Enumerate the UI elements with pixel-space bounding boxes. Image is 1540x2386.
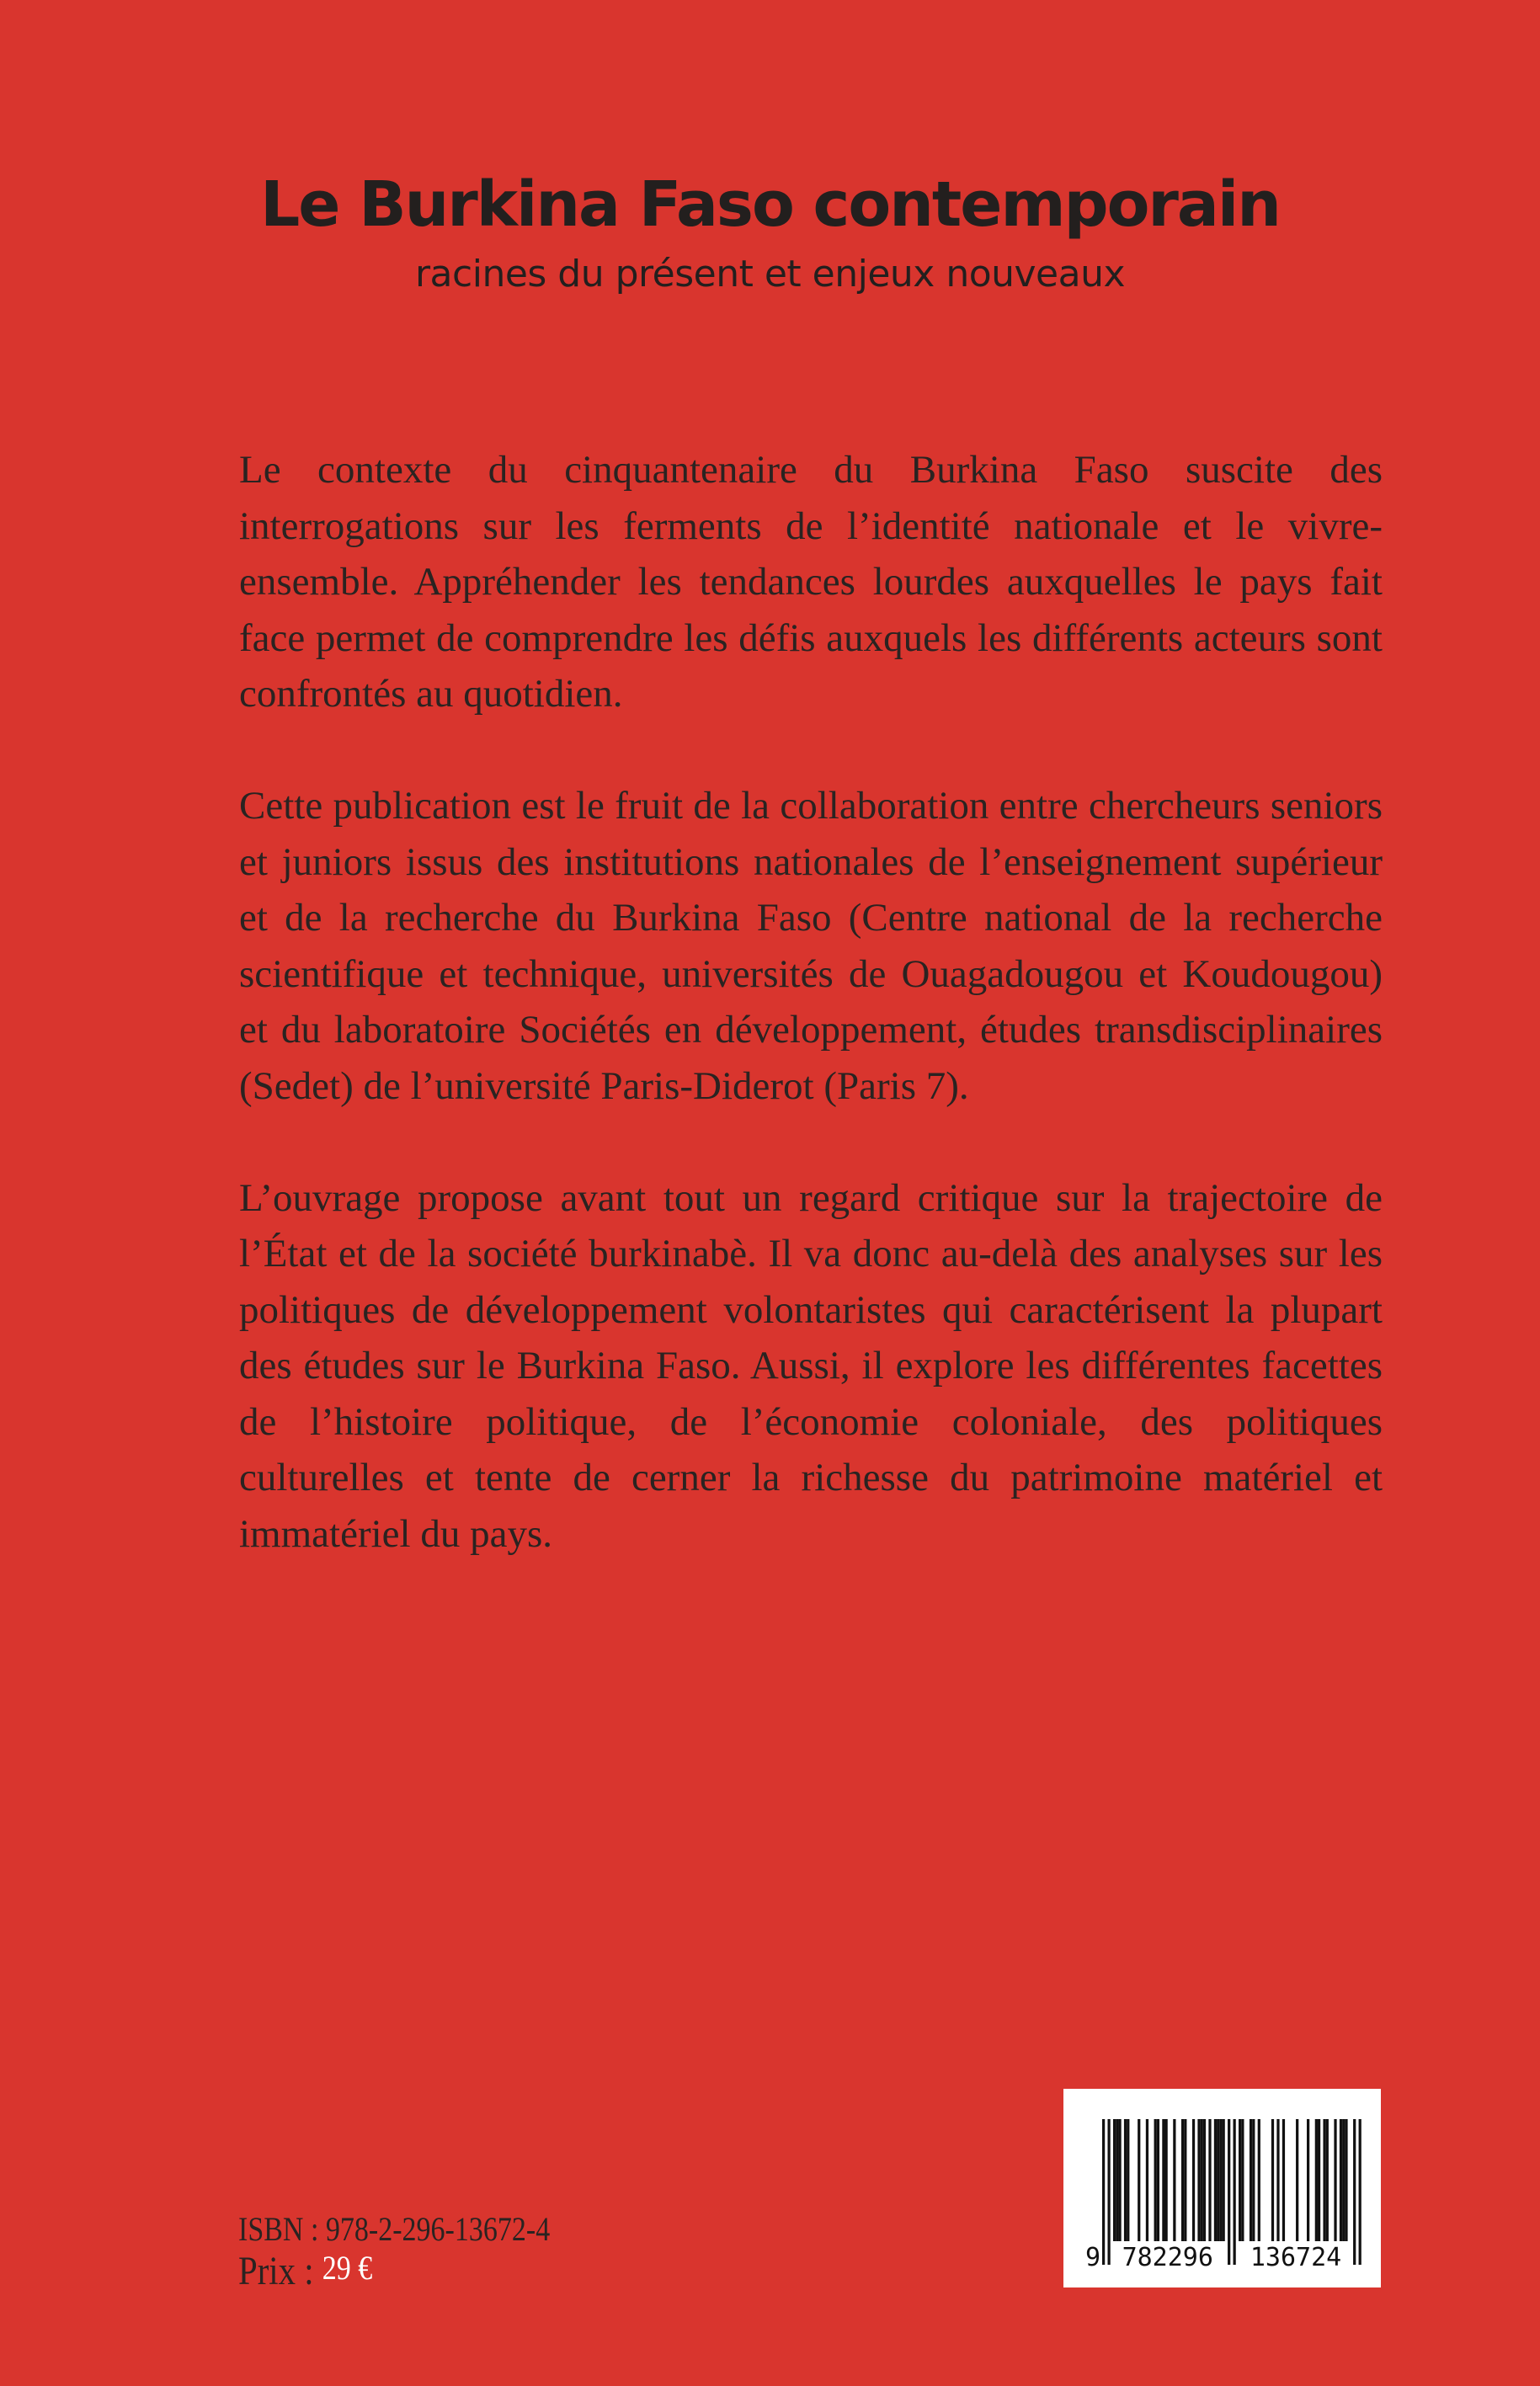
barcode-bar xyxy=(1173,2119,1175,2241)
barcode-bar xyxy=(1228,2119,1230,2265)
price xyxy=(238,2248,372,2294)
barcode-digits: 136724 xyxy=(1250,2243,1342,2272)
barcode-bar xyxy=(1203,2119,1206,2241)
barcode-bar xyxy=(1184,2119,1186,2241)
barcode-bar xyxy=(1192,2119,1195,2241)
barcode-bar xyxy=(1318,2119,1320,2241)
barcode-bar xyxy=(1241,2119,1244,2241)
barcode-bar xyxy=(1127,2119,1129,2241)
isbn-text: ISBN : 978-2-296-13672-4 xyxy=(238,2210,551,2248)
barcode-bar xyxy=(1146,2119,1148,2241)
barcode-image xyxy=(1063,2089,1381,2287)
barcode-digits: 9 xyxy=(1085,2243,1101,2272)
barcode-bar xyxy=(1276,2119,1279,2241)
barcode-bar xyxy=(1181,2119,1184,2241)
barcode-bar xyxy=(1124,2119,1127,2241)
barcode-bar xyxy=(1214,2119,1217,2241)
barcode-bar xyxy=(1353,2119,1356,2265)
barcode-bar xyxy=(1307,2119,1309,2241)
barcode-bar xyxy=(1252,2119,1255,2241)
book-subtitle: racines du présent et enjeux nouveaux xyxy=(414,253,1126,296)
barcode-bar xyxy=(1217,2119,1219,2241)
barcode-bar xyxy=(1107,2119,1110,2265)
price-label: Prix : xyxy=(238,2249,314,2293)
barcode-bar xyxy=(1296,2119,1298,2241)
barcode-bar xyxy=(1323,2119,1325,2241)
barcode-bar xyxy=(1258,2119,1260,2241)
barcode-bar xyxy=(1113,2119,1116,2241)
barcode-bar xyxy=(1208,2119,1211,2241)
barcode-bar xyxy=(1165,2119,1168,2241)
book-title: Le Burkina Faso contemporain xyxy=(260,168,1280,241)
barcode-digits: 782296 xyxy=(1122,2243,1213,2272)
price-value: 29 € xyxy=(322,2249,373,2287)
barcode-bar xyxy=(1162,2119,1164,2241)
barcode-bar xyxy=(1340,2119,1342,2241)
blurb-paragraph-3: L’ouvrage propose avant tout un regard critique sur la trajectoire de l’État et de la société burkinabè. Il va donc au-delà des analyses sur les politiques de développement volontaristes qui caractérisent la plupart des études sur le Burkina Faso. Aussi, il explore les différentes facettes de l’histoire politique, de l’économie coloniale, des politiques culturelles et tente de cerner la richesse du patrimoine matériel et immatériel du pays. xyxy=(239,1175,1383,1556)
barcode-bar xyxy=(1345,2119,1347,2241)
barcode-bar xyxy=(1223,2119,1225,2241)
barcode-bar xyxy=(1315,2119,1318,2241)
barcode-bar xyxy=(1282,2119,1285,2241)
blurb-paragraph-2: Cette publication est le fruit de la collaboration entre chercheurs seniors et juniors issus des institutions nationales de l’enseignement supérieur et de la recherche du Burkina Faso (Centre national de la recherche scientifique et technique, universités de Ouagadougou et Koudougou) et du laboratoire Sociétés en développement, études transdisciplinaires (Sedet) de l’université Paris-Diderot (Paris 7). xyxy=(239,784,1383,1108)
barcode-bar xyxy=(1219,2119,1222,2241)
barcode-bar xyxy=(1118,2119,1121,2241)
barcode-bar xyxy=(1116,2119,1118,2241)
barcode xyxy=(1063,2089,1381,2287)
barcode-bar xyxy=(1157,2119,1159,2241)
blurb-paragraph-1: Le contexte du cinquantenaire du Burkina Faso suscite des interrogations sur les ferments de l’identité nationale et le vivre-ensemble. Appréhender les tendances lourdes auxquelles le pays fait face permet de comprendre les défis auxquels les différents acteurs sont confrontés au quotidien. xyxy=(239,448,1383,716)
back-cover-blurb xyxy=(239,442,1383,1618)
barcode-bar xyxy=(1154,2119,1157,2241)
barcode-bar xyxy=(1250,2119,1252,2241)
barcode-bar xyxy=(1138,2119,1140,2241)
barcode-bar xyxy=(1197,2119,1200,2241)
barcode-bar xyxy=(1326,2119,1329,2241)
barcode-bar xyxy=(1239,2119,1241,2241)
barcode-bar xyxy=(1234,2119,1236,2265)
barcode-bar xyxy=(1271,2119,1274,2241)
barcode-bar xyxy=(1359,2119,1361,2265)
barcode-bar xyxy=(1102,2119,1105,2265)
barcode-bar xyxy=(1342,2119,1345,2241)
barcode-bar xyxy=(1201,2119,1203,2241)
barcode-bar xyxy=(1334,2119,1336,2241)
